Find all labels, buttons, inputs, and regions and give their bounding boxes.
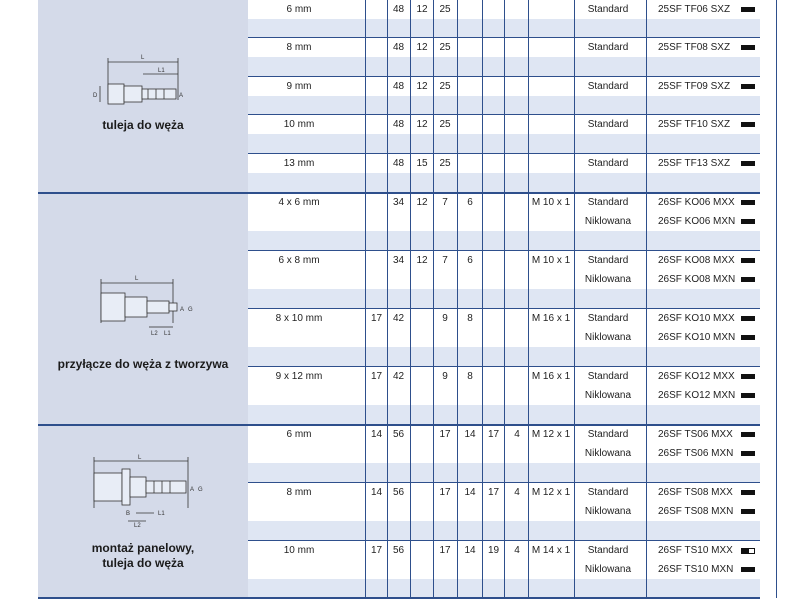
cell-size: 6 mm — [286, 4, 312, 15]
cell-c4 — [434, 386, 456, 405]
cell-c3 — [412, 270, 432, 289]
section-panel-hose-sleeve — [38, 0, 248, 193]
column-rule — [574, 0, 575, 598]
cell-size: 10 mm — [283, 545, 315, 556]
cell-c7 — [506, 444, 528, 463]
cell-c2: 42 — [392, 313, 405, 324]
dim-A-label: A — [190, 487, 195, 493]
cell-code: 26SF KO12 MXX — [658, 371, 735, 382]
cell-variant: Standard — [587, 313, 629, 324]
cell-code: 26SF TS06 MXN — [658, 448, 734, 459]
cell-c1 — [366, 444, 387, 463]
cell-c5: 8 — [467, 371, 473, 382]
cell-size — [254, 386, 344, 405]
availability-marker — [741, 567, 755, 572]
cell-c3 — [412, 212, 432, 231]
table-bottom-rule — [38, 597, 760, 599]
cell-c5 — [458, 386, 482, 405]
cell-c7 — [506, 212, 528, 231]
cell-c7: 4 — [514, 429, 520, 440]
cell-c5 — [458, 154, 482, 173]
cell-size — [254, 212, 344, 231]
availability-marker — [741, 258, 755, 263]
cell-thread — [530, 502, 572, 521]
dim-A-label: A — [180, 307, 185, 313]
cell-c7 — [506, 386, 528, 405]
availability-marker — [741, 316, 755, 321]
cell-size: 13 mm — [283, 158, 315, 169]
cell-size: 8 x 10 mm — [275, 313, 323, 324]
cell-size: 4 x 6 mm — [278, 197, 320, 208]
section-label-panel-mount: montaż panelowy, tuleja do węża — [91, 541, 195, 570]
cell-c5 — [458, 0, 482, 19]
cell-c5: 8 — [467, 313, 473, 324]
cell-c4: 9 — [442, 371, 448, 382]
column-rule — [646, 0, 647, 598]
cell-c7 — [506, 0, 528, 19]
cell-c2: 56 — [392, 487, 405, 498]
availability-marker — [741, 451, 755, 456]
cell-code: 25SF TF06 SXZ — [658, 4, 731, 15]
hose-sleeve-drawing — [88, 50, 198, 110]
cell-variant: Niklowana — [584, 506, 632, 517]
cell-c4: 7 — [442, 197, 448, 208]
cell-thread — [530, 328, 572, 347]
cell-variant: Niklowana — [584, 216, 632, 227]
cell-code: 26SF KO08 MXN — [658, 274, 736, 285]
cell-size: 9 x 12 mm — [275, 371, 323, 382]
cell-c6 — [483, 154, 504, 173]
cell-c4: 9 — [442, 313, 448, 324]
cell-thread — [530, 38, 572, 57]
cell-thread: M 12 x 1 — [531, 429, 571, 440]
cell-thread — [530, 270, 572, 289]
cell-c1 — [366, 212, 387, 231]
cell-code: 25SF TF09 SXZ — [658, 81, 731, 92]
cell-c3: 15 — [416, 158, 428, 169]
cell-c3: 12 — [416, 255, 428, 266]
cell-c4: 25 — [439, 158, 451, 169]
availability-marker — [741, 335, 755, 340]
cell-variant: Standard — [587, 429, 629, 440]
cell-size — [254, 560, 344, 579]
cell-c4 — [434, 328, 456, 347]
cell-c1 — [366, 270, 387, 289]
dim-L-label: L — [135, 276, 139, 282]
availability-marker — [741, 84, 755, 89]
cell-c1 — [366, 560, 387, 579]
dim-L2-label: L2 — [151, 331, 158, 337]
cell-code: 25SF TF10 SXZ — [658, 119, 731, 130]
availability-marker — [741, 7, 755, 12]
cell-c4: 17 — [439, 487, 451, 498]
cell-c7 — [506, 38, 528, 57]
availability-marker — [741, 490, 755, 495]
cell-c2: 48 — [392, 4, 405, 15]
cell-c1: 17 — [370, 313, 383, 324]
cell-thread: M 16 x 1 — [531, 313, 571, 324]
availability-marker — [741, 393, 755, 398]
section-panel-plastic-hose — [38, 193, 248, 425]
catalog-sheet — [38, 0, 760, 600]
cell-variant: Standard — [587, 4, 629, 15]
cell-c7 — [506, 367, 528, 386]
dim-L2-label: L2 — [134, 523, 141, 528]
cell-variant: Niklowana — [584, 274, 632, 285]
cell-c3 — [412, 444, 432, 463]
availability-marker — [741, 509, 755, 514]
cell-c6: 17 — [487, 429, 500, 440]
cell-c2 — [388, 444, 409, 463]
cell-c1 — [366, 77, 387, 96]
cell-thread — [530, 154, 572, 173]
cell-variant: Standard — [587, 545, 629, 556]
cell-c4: 25 — [439, 119, 451, 130]
availability-marker — [741, 548, 755, 554]
cell-variant: Standard — [587, 255, 629, 266]
cell-variant: Standard — [587, 197, 629, 208]
cell-c1 — [366, 386, 387, 405]
cell-size: 8 mm — [286, 487, 312, 498]
dim-L-label: L — [141, 55, 145, 61]
cell-c5: 14 — [464, 545, 476, 556]
cell-c1 — [366, 193, 387, 212]
cell-variant: Niklowana — [584, 390, 632, 401]
cell-c3: 12 — [416, 197, 428, 208]
availability-marker — [741, 45, 755, 50]
cell-size: 6 x 8 mm — [278, 255, 320, 266]
cell-c6: 19 — [487, 545, 500, 556]
cell-c3 — [412, 541, 432, 560]
cell-c1 — [366, 328, 387, 347]
cell-c4 — [434, 502, 456, 521]
cell-thread — [530, 386, 572, 405]
cell-c4: 17 — [439, 545, 451, 556]
cell-thread — [530, 77, 572, 96]
dim-L1-label: L1 — [158, 511, 165, 517]
cell-c3 — [412, 367, 432, 386]
cell-c2 — [388, 560, 409, 579]
column-rule — [410, 0, 411, 598]
cell-c2 — [388, 270, 409, 289]
cell-code: 25SF TF08 SXZ — [658, 42, 731, 53]
cell-variant: Standard — [587, 119, 629, 130]
cell-c1: 14 — [370, 487, 383, 498]
cell-thread — [530, 444, 572, 463]
cell-c3 — [412, 309, 432, 328]
cell-c5 — [458, 502, 482, 521]
cell-c1 — [366, 251, 387, 270]
cell-thread: M 10 x 1 — [531, 255, 571, 266]
cell-c3: 12 — [416, 119, 428, 130]
cell-c6 — [483, 444, 504, 463]
cell-c4: 25 — [439, 81, 451, 92]
cell-c7 — [506, 154, 528, 173]
cell-c5 — [458, 212, 482, 231]
cell-c7: 4 — [514, 487, 520, 498]
cell-c3 — [412, 328, 432, 347]
cell-size — [254, 502, 344, 521]
cell-c6 — [483, 328, 504, 347]
cell-variant: Standard — [587, 158, 629, 169]
section-label-plastic-hose: przyłącze do węża z tworzywa — [57, 357, 229, 371]
cell-size — [254, 444, 344, 463]
cell-c7 — [506, 193, 528, 212]
cell-size: 6 mm — [286, 429, 312, 440]
cell-c5: 6 — [467, 197, 473, 208]
cell-c2: 48 — [392, 81, 405, 92]
cell-c1: 14 — [370, 429, 383, 440]
cell-c4: 25 — [439, 4, 451, 15]
cell-code: 26SF TS10 MXX — [658, 545, 733, 556]
cell-c7 — [506, 328, 528, 347]
column-rule — [528, 0, 529, 598]
cell-c2 — [388, 212, 409, 231]
cell-c6 — [483, 77, 504, 96]
cell-variant: Standard — [587, 42, 629, 53]
cell-thread: M 10 x 1 — [531, 197, 571, 208]
cell-c7 — [506, 77, 528, 96]
cell-c2: 48 — [392, 42, 405, 53]
cell-c5: 14 — [464, 487, 476, 498]
cell-c1 — [366, 0, 387, 19]
cell-c7 — [506, 270, 528, 289]
cell-size: 9 mm — [286, 81, 312, 92]
cell-c1: 17 — [370, 371, 383, 382]
cell-c6 — [483, 270, 504, 289]
cell-c2: 42 — [392, 371, 405, 382]
cell-c3 — [412, 386, 432, 405]
cell-variant: Standard — [587, 487, 629, 498]
cell-variant: Niklowana — [584, 332, 632, 343]
cell-thread — [530, 212, 572, 231]
cell-c6 — [483, 502, 504, 521]
cell-code: 26SF KO10 MXN — [658, 332, 736, 343]
cell-c7 — [506, 502, 528, 521]
cell-c3 — [412, 425, 432, 444]
cell-thread: M 12 x 1 — [531, 487, 571, 498]
availability-marker — [741, 374, 755, 379]
cell-thread: M 16 x 1 — [531, 371, 571, 382]
cell-c7 — [506, 309, 528, 328]
cell-c4 — [434, 270, 456, 289]
cell-c4 — [434, 560, 456, 579]
cell-variant: Niklowana — [584, 564, 632, 575]
cell-c4: 17 — [439, 429, 451, 440]
cell-c6 — [483, 386, 504, 405]
cell-size: 10 mm — [283, 119, 315, 130]
cell-c3: 12 — [416, 4, 428, 15]
section-panel-panel-mount — [38, 425, 248, 598]
availability-marker — [741, 219, 755, 224]
cell-c5 — [458, 270, 482, 289]
cell-c7 — [506, 560, 528, 579]
cell-c3 — [412, 483, 432, 502]
cell-c2: 56 — [392, 545, 405, 556]
cell-c4 — [434, 444, 456, 463]
availability-marker — [741, 161, 755, 166]
cell-code: 26SF KO06 MXX — [658, 197, 735, 208]
section-label-hose-sleeve: tuleja do węża — [102, 118, 184, 132]
cell-c6 — [483, 367, 504, 386]
column-rule — [504, 0, 505, 598]
cell-c1: 17 — [370, 545, 383, 556]
cell-c2: 34 — [392, 255, 405, 266]
cell-c5 — [458, 560, 482, 579]
cell-code: 26SF TS06 MXX — [658, 429, 733, 440]
cell-c1 — [366, 38, 387, 57]
cell-code: 25SF TF13 SXZ — [658, 158, 731, 169]
cell-thread — [530, 0, 572, 19]
cell-code: 26SF TS08 MXN — [658, 506, 734, 517]
dim-L1-label: L1 — [164, 331, 171, 337]
specification-table — [248, 0, 760, 600]
cell-size — [254, 328, 344, 347]
cell-thread: M 14 x 1 — [531, 545, 571, 556]
cell-c2 — [388, 386, 409, 405]
cell-code: 26SF KO12 MXN — [658, 390, 736, 401]
cell-code: 26SF KO06 MXN — [658, 216, 736, 227]
cell-c6 — [483, 115, 504, 134]
cell-c2 — [388, 328, 409, 347]
cell-c6 — [483, 38, 504, 57]
cell-c6 — [483, 309, 504, 328]
section-divider — [38, 424, 760, 426]
cell-c5 — [458, 444, 482, 463]
cell-variant: Standard — [587, 371, 629, 382]
cell-code: 26SF KO08 MXX — [658, 255, 735, 266]
dim-B-label: B — [126, 511, 131, 517]
cell-c6: 17 — [487, 487, 500, 498]
cell-c3 — [412, 502, 432, 521]
cell-thread — [530, 560, 572, 579]
cell-c1 — [366, 502, 387, 521]
dim-D-label: D — [93, 93, 98, 99]
cell-c5: 14 — [464, 429, 476, 440]
cell-size: 8 mm — [286, 42, 312, 53]
cell-c6 — [483, 0, 504, 19]
cell-c2: 48 — [392, 119, 405, 130]
cell-c7 — [506, 251, 528, 270]
dim-L-label: L — [138, 455, 142, 461]
cell-code: 26SF TS08 MXX — [658, 487, 733, 498]
dim-G-label: G — [188, 307, 193, 313]
cell-c5 — [458, 77, 482, 96]
cell-c4: 25 — [439, 42, 451, 53]
cell-c5 — [458, 328, 482, 347]
dim-A-label: A — [179, 93, 184, 99]
dim-L1-label: L1 — [158, 68, 165, 74]
panel-mount-drawing — [88, 453, 208, 528]
cell-c2: 56 — [392, 429, 405, 440]
availability-marker — [741, 277, 755, 282]
cell-size — [254, 270, 344, 289]
cell-code: 26SF TS10 MXN — [658, 564, 734, 575]
availability-marker — [741, 432, 755, 437]
cell-c5 — [458, 115, 482, 134]
cell-c7: 4 — [514, 545, 520, 556]
cell-c3: 12 — [416, 81, 428, 92]
section-divider — [38, 192, 760, 194]
cell-c6 — [483, 212, 504, 231]
cell-c5: 6 — [467, 255, 473, 266]
cell-c1 — [366, 115, 387, 134]
cell-c4 — [434, 212, 456, 231]
cell-c2: 34 — [392, 197, 405, 208]
cell-c6 — [483, 560, 504, 579]
cell-c1 — [366, 154, 387, 173]
column-rule — [776, 0, 777, 598]
cell-c4: 7 — [442, 255, 448, 266]
cell-c6 — [483, 193, 504, 212]
cell-code: 26SF KO10 MXX — [658, 313, 735, 324]
cell-c2 — [388, 502, 409, 521]
cell-thread — [530, 115, 572, 134]
cell-c5 — [458, 38, 482, 57]
cell-variant: Niklowana — [584, 448, 632, 459]
cell-c6 — [483, 251, 504, 270]
cell-c3 — [412, 560, 432, 579]
cell-c2: 48 — [392, 158, 405, 169]
plastic-hose-connector-drawing — [93, 271, 203, 341]
cell-c3: 12 — [416, 42, 428, 53]
availability-marker — [741, 200, 755, 205]
cell-c7 — [506, 115, 528, 134]
dim-G-label: G — [198, 487, 203, 493]
cell-variant: Standard — [587, 81, 629, 92]
availability-marker — [741, 122, 755, 127]
